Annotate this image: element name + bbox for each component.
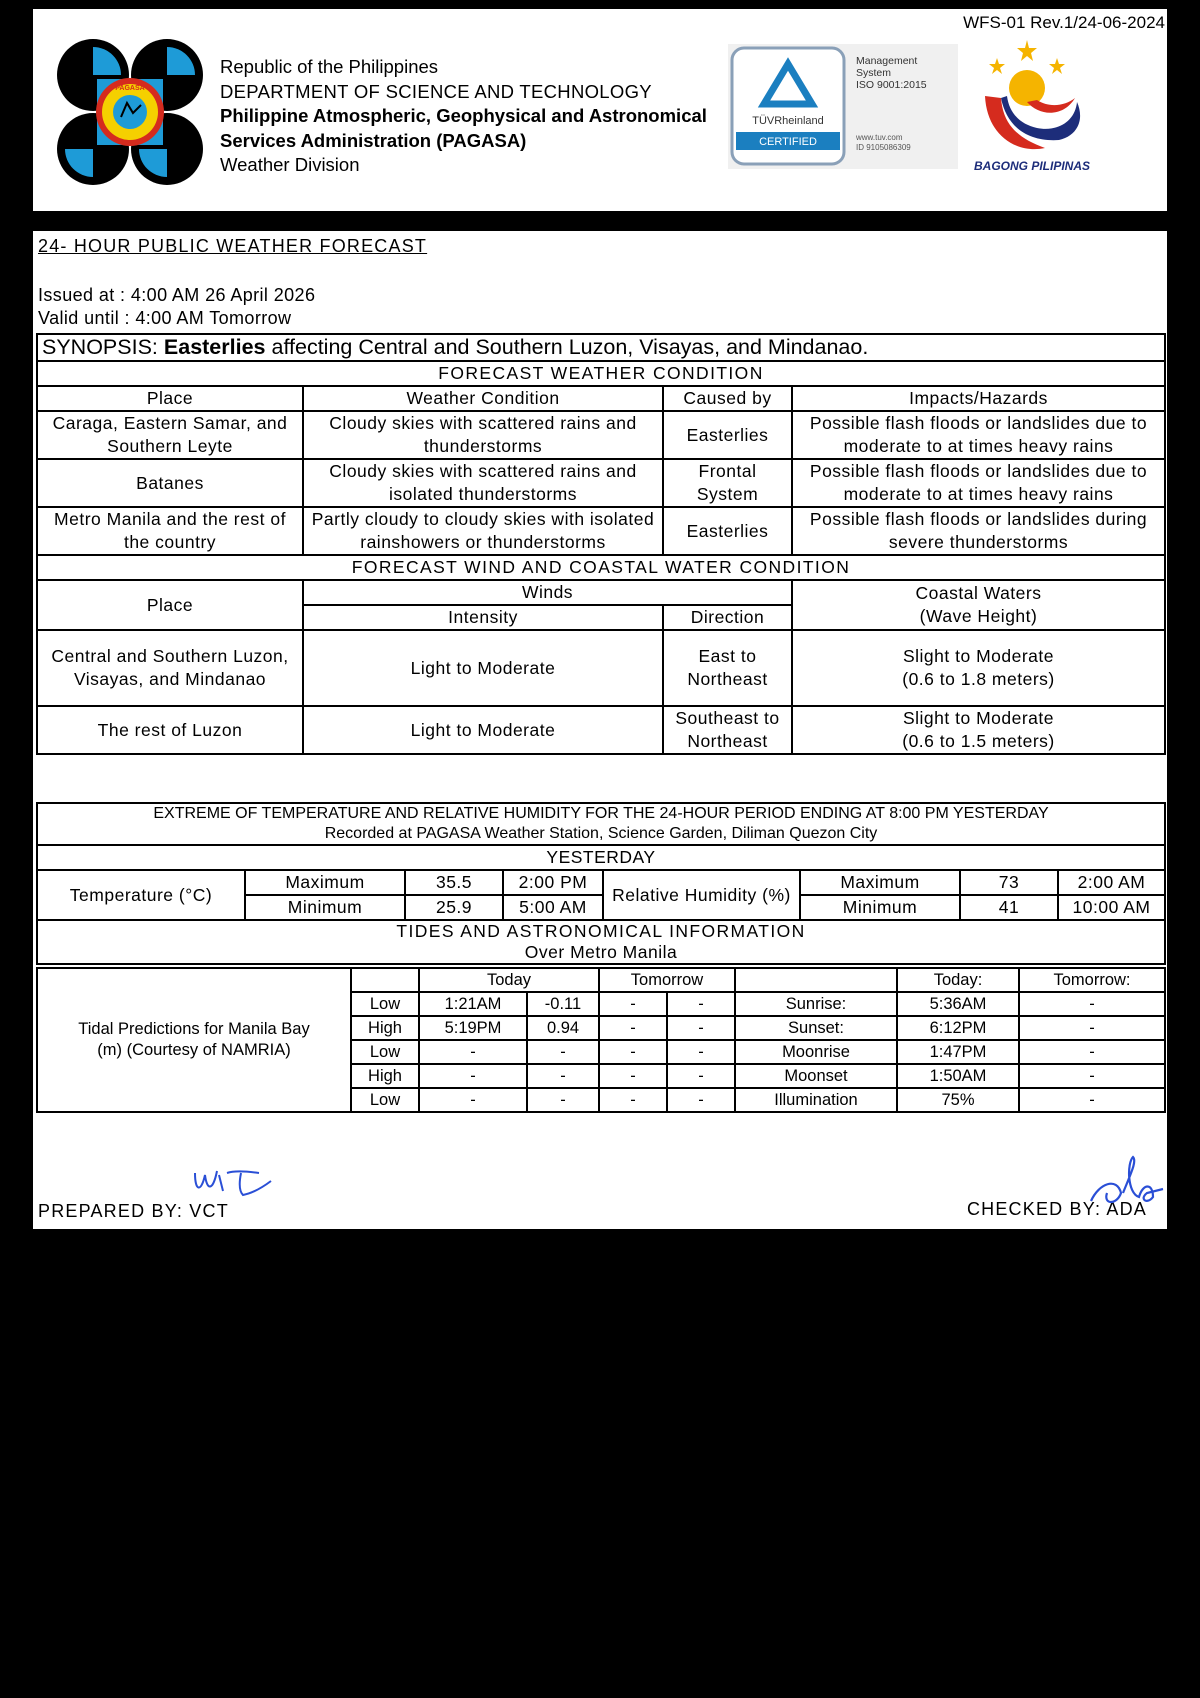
wind-col-winds: Winds (303, 580, 792, 605)
wind-col-intensity: Intensity (303, 605, 663, 630)
document-code: WFS-01 Rev.1/24-06-2024 (963, 13, 1165, 32)
tides-title: TIDES AND ASTRONOMICAL INFORMATION (396, 921, 806, 941)
col-weather-condition: Weather Condition (303, 386, 663, 411)
humidity-label: Relative Humidity (%) (603, 870, 800, 920)
agency-name (220, 55, 707, 178)
tide-tomorrow-time: - (599, 1064, 667, 1088)
tides-subtitle: Over Metro Manila (524, 942, 678, 962)
wind-col-coastal (792, 580, 1165, 630)
astro-today-header: Today: (897, 968, 1019, 992)
astro-tomorrow: - (1019, 1064, 1165, 1088)
wind-header-row (37, 580, 1165, 605)
wind-row (37, 630, 1165, 706)
col-impacts: Impacts/Hazards (792, 386, 1165, 411)
wave-height: (0.6 to 1.5 meters) (902, 731, 1055, 751)
rh-min-time: 10:00 AM (1058, 895, 1165, 920)
wind-coastal (792, 706, 1165, 754)
rh-max-label: Maximum (800, 870, 960, 895)
astro-today: 75% (897, 1088, 1019, 1112)
pagasa-logo (55, 39, 205, 185)
astro-label: Sunset: (735, 1016, 897, 1040)
temp-max-time: 2:00 PM (503, 870, 603, 895)
prepared-signature-icon (189, 1161, 279, 1201)
tuv-system-line: ISO 9001:2015 (856, 79, 927, 91)
weather-condition: Partly cloudy to cloudy skies with isolated rainshowers or thunderstorms (303, 507, 663, 555)
tidal-label: Tidal Predictions for Manila Bay (m) (Courtesy of NAMRIA) (37, 968, 351, 1112)
rh-min-value: 41 (960, 895, 1058, 920)
tide-type: High (351, 1064, 419, 1088)
wave-label: (Wave Height) (919, 606, 1038, 626)
wind-col-direction: Direction (663, 605, 792, 630)
tide-today-value: - (527, 1088, 599, 1112)
weather-header-row (37, 386, 1165, 411)
tuv-brand: TÜVRheinland (752, 115, 824, 127)
extreme-station: Recorded at PAGASA Weather Station, Science Garden, Diliman Quezon City (324, 825, 878, 842)
bagong-pilipinas-icon (967, 36, 1117, 176)
bagong-pilipinas-logo (967, 36, 1117, 176)
weather-place: Metro Manila and the rest of the country (37, 507, 303, 555)
synopsis-row (37, 334, 1165, 361)
tide-type: High (351, 1016, 419, 1040)
rh-min-label: Minimum (800, 895, 960, 920)
temp-min-time: 5:00 AM (503, 895, 603, 920)
pagasa-logo-icon (55, 39, 205, 185)
tuv-footer-line: ID 9105086309 (856, 143, 911, 152)
tide-today-value: - (527, 1064, 599, 1088)
astro-today: 1:50AM (897, 1064, 1019, 1088)
synopsis (37, 334, 1165, 361)
weather-condition: Cloudy skies with scattered rains and isolated thunderstorms (303, 459, 663, 507)
tide-tomorrow-value: - (667, 1040, 735, 1064)
astro-today: 5:36AM (897, 992, 1019, 1016)
extreme-heading (37, 803, 1165, 845)
tuv-certified: CERTIFIED (759, 136, 817, 148)
wind-direction: East to Northeast (663, 630, 792, 706)
checked-by: CHECKED BY: ADA (966, 1199, 1147, 1219)
tide-tomorrow-value: - (667, 1064, 735, 1088)
weather-row (37, 459, 1165, 507)
tide-today-header: Today (419, 968, 599, 992)
tides-heading (37, 920, 1165, 964)
tide-today-time: - (419, 1088, 527, 1112)
weather-cause: Easterlies (663, 507, 792, 555)
tide-today-time: - (419, 1040, 527, 1064)
temp-min-value: 25.9 (405, 895, 503, 920)
synopsis-label: SYNOPSIS: (42, 335, 158, 359)
forecast-title: 24- HOUR PUBLIC WEATHER FORECAST (38, 236, 428, 256)
tide-tomorrow-value: - (667, 1016, 735, 1040)
astro-label: Moonset (735, 1064, 897, 1088)
astro-tomorrow: - (1019, 1040, 1165, 1064)
wind-place: The rest of Luzon (37, 706, 303, 754)
tide-tomorrow-time: - (599, 1088, 667, 1112)
tuv-footer-line: www.tuv.com (856, 133, 903, 142)
logo-text: PAGASA (115, 85, 145, 92)
tide-type: Low (351, 992, 419, 1016)
checked-signature-icon (1087, 1153, 1167, 1213)
extremes-table (36, 802, 1166, 965)
wind-heading: FORECAST WIND AND COASTAL WATER CONDITION (37, 555, 1165, 580)
tide-today-time: 1:21AM (419, 992, 527, 1016)
tide-today-time: 5:19PM (419, 1016, 527, 1040)
tide-tomorrow-header: Tomorrow (599, 968, 735, 992)
synopsis-system: Easterlies (163, 335, 266, 359)
prepared-by: PREPARED BY: VCT (38, 1201, 229, 1221)
tide-tomorrow-time: - (599, 1040, 667, 1064)
tide-today-value: - (527, 1040, 599, 1064)
astro-header (735, 968, 897, 992)
letterhead (33, 9, 1167, 211)
wind-row (37, 706, 1165, 754)
weather-place: Batanes (37, 459, 303, 507)
astro-label: Moonrise (735, 1040, 897, 1064)
forecast-document (33, 231, 1167, 1229)
weather-row (37, 411, 1165, 459)
tides-header-row (37, 968, 1165, 992)
tide-tomorrow-time: - (599, 992, 667, 1016)
tide-today-value: 0.94 (527, 1016, 599, 1040)
weather-impact: Possible flash floods or landslides due to moderate to at times heavy rains (792, 459, 1165, 507)
tide-today-time: - (419, 1064, 527, 1088)
col-place: Place (37, 386, 303, 411)
signature-row (33, 1161, 1167, 1227)
agency-line: Services Administration (PAGASA) (220, 129, 527, 151)
weather-impact: Possible flash floods or landslides during severe thunderstorms (792, 507, 1165, 555)
wind-coastal (792, 630, 1165, 706)
weather-condition: Cloudy skies with scattered rains and thunderstorms (303, 411, 663, 459)
wind-col-place: Place (37, 580, 303, 630)
tuv-certification-badge (728, 44, 958, 169)
forecast-table (36, 333, 1166, 755)
coastal-state: Slight to Moderate (902, 646, 1055, 666)
astro-tomorrow: - (1019, 1088, 1165, 1112)
rh-max-time: 2:00 AM (1058, 870, 1165, 895)
temperature-label: Temperature (°C) (37, 870, 245, 920)
weather-heading: FORECAST WEATHER CONDITION (37, 361, 1165, 386)
tuv-logo-icon (728, 44, 958, 169)
weather-cause: Frontal System (663, 459, 792, 507)
weather-place: Caraga, Eastern Samar, and Southern Leyte (37, 411, 303, 459)
temp-max-label: Maximum (245, 870, 405, 895)
astro-label: Illumination (735, 1088, 897, 1112)
weather-row (37, 507, 1165, 555)
wind-place: Central and Southern Luzon, Visayas, and Mindanao (37, 630, 303, 706)
valid-until: Valid until : 4:00 AM Tomorrow (38, 308, 292, 328)
tide-today-value: -0.11 (527, 992, 599, 1016)
rh-max-value: 73 (960, 870, 1058, 895)
astro-tomorrow-header: Tomorrow: (1019, 968, 1165, 992)
wind-direction: Southeast to Northeast (663, 706, 792, 754)
astro-today: 6:12PM (897, 1016, 1019, 1040)
coastal-label: Coastal Waters (915, 583, 1042, 603)
wind-intensity: Light to Moderate (303, 630, 663, 706)
temp-min-label: Minimum (245, 895, 405, 920)
issued-at: Issued at : 4:00 AM 26 April 2026 (38, 285, 316, 305)
tuv-system-line: Management (856, 55, 918, 67)
temp-max-value: 35.5 (405, 870, 503, 895)
agency-line: Weather Division (220, 154, 360, 175)
bagong-label: BAGONG PILIPINAS (973, 159, 1091, 173)
tide-tomorrow-value: - (667, 992, 735, 1016)
tide-tomorrow-value: - (667, 1088, 735, 1112)
astro-tomorrow: - (1019, 1016, 1165, 1040)
astro-label: Sunrise: (735, 992, 897, 1016)
tide-tomorrow-time: - (599, 1016, 667, 1040)
wave-height: (0.6 to 1.8 meters) (902, 669, 1055, 689)
agency-line: Philippine Atmospheric, Geophysical and Astronomical (220, 105, 707, 126)
synopsis-text: affecting Central and Southern Luzon, Visayas, and Mindanao. (271, 335, 869, 359)
tides-table (36, 967, 1166, 1113)
tuv-system-line: System (856, 67, 892, 79)
weather-cause: Easterlies (663, 411, 792, 459)
yesterday-label: YESTERDAY (37, 845, 1165, 870)
weather-impact: Possible flash floods or landslides due to moderate to at times heavy rains (792, 411, 1165, 459)
astro-tomorrow: - (1019, 992, 1165, 1016)
extreme-title: EXTREME OF TEMPERATURE AND RELATIVE HUMIDITY FOR THE 24-HOUR PERIOD ENDING AT 8:00 PM YESTERDAY (153, 805, 1049, 822)
tide-type: Low (351, 1088, 419, 1112)
extreme-max-row (37, 870, 1165, 895)
coastal-state: Slight to Moderate (902, 708, 1055, 728)
astro-today: 1:47PM (897, 1040, 1019, 1064)
col-caused-by: Caused by (663, 386, 792, 411)
agency-line: DEPARTMENT OF SCIENCE AND TECHNOLOGY (220, 80, 652, 102)
issue-info (38, 284, 315, 330)
wind-intensity: Light to Moderate (303, 706, 663, 754)
tide-type-header (351, 968, 419, 992)
tide-type: Low (351, 1040, 419, 1064)
agency-line: Republic of the Philippines (220, 56, 439, 77)
